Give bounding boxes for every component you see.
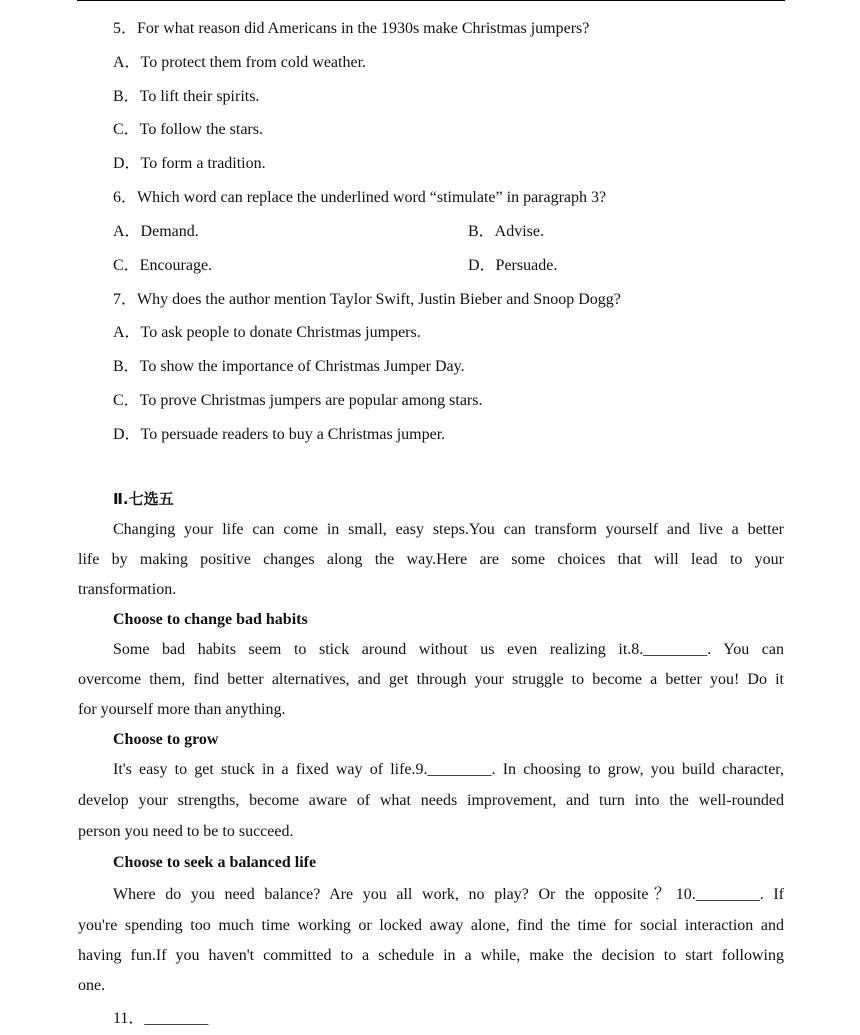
heading-grow: Choose to grow bbox=[113, 731, 219, 748]
question-6-option-c: C．Encourage. bbox=[113, 257, 213, 274]
paragraph-line: overcome them, find better alternatives, and get through your struggle to become a better you! Do it bbox=[78, 671, 784, 688]
question-6-option-b: B．Advise. bbox=[468, 223, 545, 240]
paragraph-line: It's easy to get stuck in a fixed way of life.9.________. In choosing to grow, you build character, bbox=[113, 761, 784, 778]
question-5-option-a: A．To protect them from cold weather. bbox=[113, 54, 367, 71]
question-7-option-b: B．To show the importance of Christmas Jumper Day. bbox=[113, 358, 465, 375]
paragraph-grow bbox=[78, 760, 784, 842]
paragraph-bad-habits bbox=[78, 640, 784, 720]
question-6-option-d: D．Persuade. bbox=[468, 257, 558, 274]
paragraph-line: for yourself more than anything. bbox=[78, 701, 286, 718]
intro-line: Changing your life can come in small, easy steps.You can transform yourself and live a better bbox=[113, 521, 784, 538]
paragraph-line: develop your strengths, become aware of what needs improvement, and turn into the well‐rounded bbox=[78, 792, 784, 809]
question-5-option-c: C．To follow the stars. bbox=[113, 121, 263, 138]
question-7-option-c: C．To prove Christmas jumpers are popular among stars. bbox=[113, 392, 483, 409]
paragraph-line: one. bbox=[78, 977, 106, 994]
question-7-stem: 7．Why does the author mention Taylor Swift, Justin Bieber and Snoop Dogg? bbox=[113, 291, 621, 308]
paragraph-line: Where do you need balance? Are you all work, no play? Or the opposite？10.________. If bbox=[113, 886, 784, 903]
question-7-option-a: A．To ask people to donate Christmas jumpers. bbox=[113, 324, 421, 341]
paragraph-line: you're spending too much time working or locked away alone, find the time for social interaction and bbox=[78, 917, 784, 934]
question-6-option-a: A．Demand. bbox=[113, 223, 199, 240]
intro-paragraph bbox=[78, 520, 784, 600]
paragraph-line: having fun.If you haven't committed to a schedule in a while, make the decision to start following bbox=[78, 947, 784, 964]
heading-balanced-life: Choose to seek a balanced life bbox=[113, 854, 317, 871]
heading-change-bad-habits: Choose to change bad habits bbox=[113, 611, 308, 628]
question-5-stem: 5．For what reason did Americans in the 1930s make Christmas jumpers? bbox=[113, 20, 590, 37]
intro-line: life by making positive changes along the way.Here are some choices that will lead to your bbox=[78, 551, 784, 568]
paragraph-line: person you need to be to succeed. bbox=[78, 823, 294, 840]
top-rule bbox=[77, 0, 785, 1]
question-7-option-d: D．To persuade readers to buy a Christmas jumper. bbox=[113, 426, 446, 443]
heading-blank-11: 11．________ bbox=[113, 1010, 209, 1027]
paragraph-line: Some bad habits seem to stick around without us even realizing it.8.________. You can bbox=[113, 641, 784, 658]
paragraph-balanced-life bbox=[78, 885, 784, 996]
question-6-stem: 6．Which word can replace the underlined word “stimulate” in paragraph 3? bbox=[113, 189, 607, 206]
intro-line: transformation. bbox=[78, 581, 177, 598]
section-title: Ⅱ.七选五 bbox=[113, 490, 174, 508]
question-5-option-b: B．To lift their spirits. bbox=[113, 88, 260, 105]
question-5-option-d: D．To form a tradition. bbox=[113, 155, 266, 172]
